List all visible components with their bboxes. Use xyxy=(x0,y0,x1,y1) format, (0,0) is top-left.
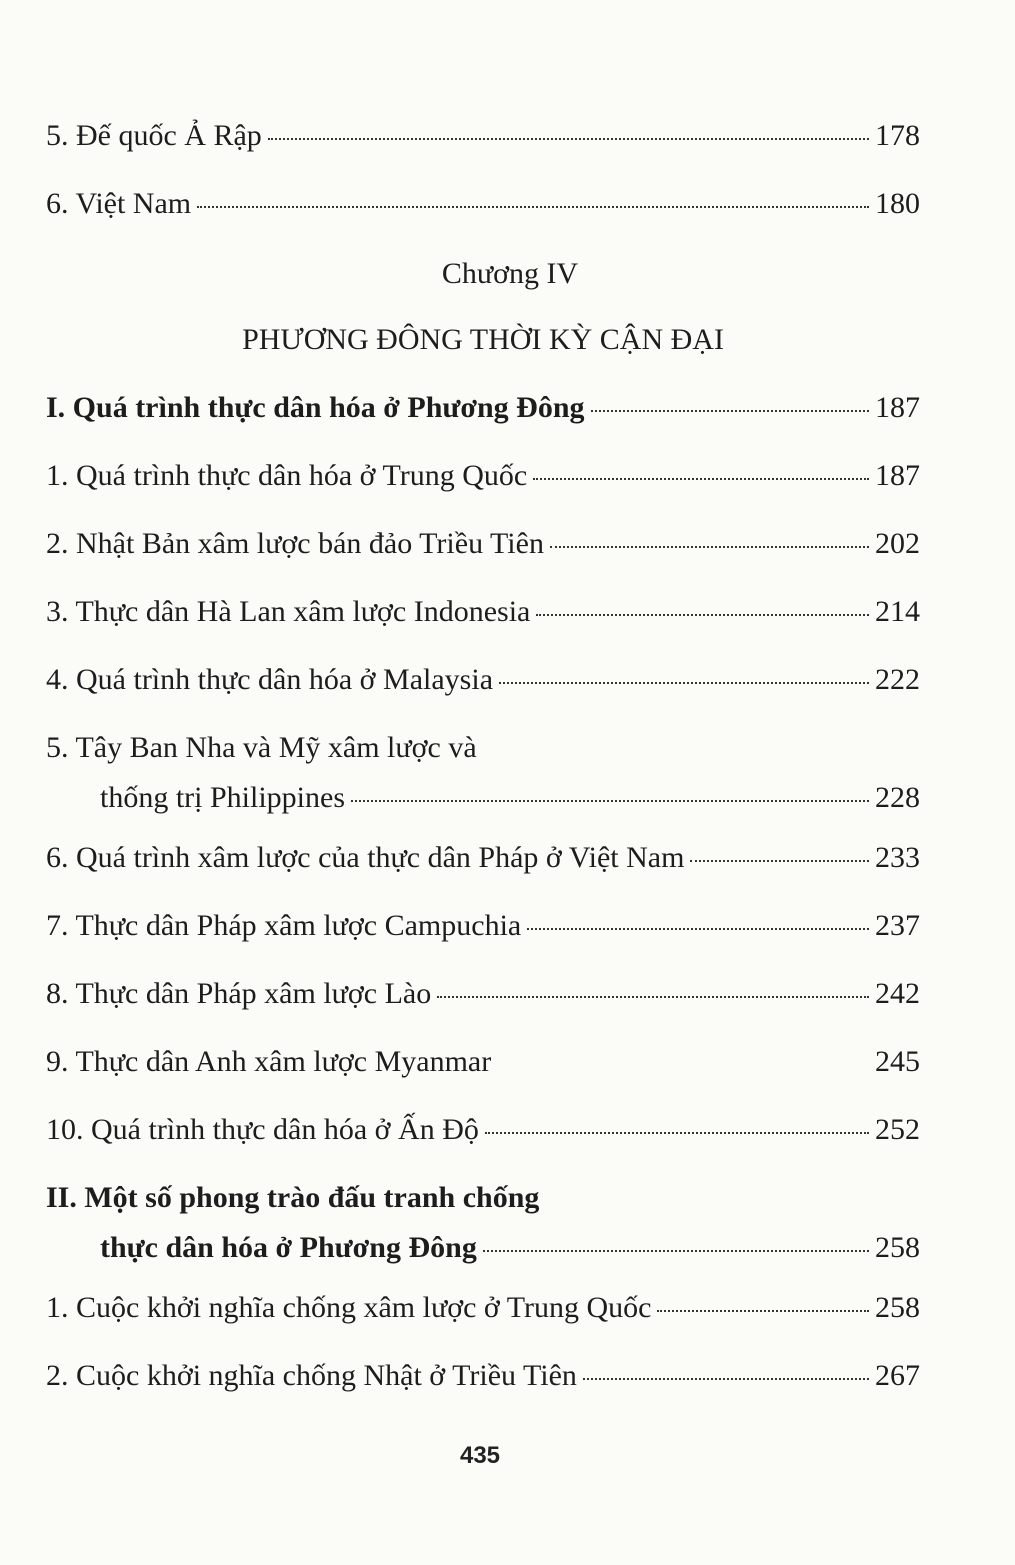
toc-entry-page: 187 xyxy=(875,459,920,492)
toc-entry-title: 8. Thực dân Pháp xâm lược Lào xyxy=(46,977,432,1010)
toc-entry xyxy=(46,1044,920,1080)
dot-leader xyxy=(197,206,869,208)
toc-entry xyxy=(46,976,920,1012)
toc-entry-title: 1. Quá trình thực dân hóa ở Trung Quốc xyxy=(46,459,528,492)
toc-entry-title: 5. Đế quốc Ả Rập xyxy=(46,119,262,152)
toc-entry-page: 267 xyxy=(875,1359,920,1392)
dot-leader xyxy=(483,1250,869,1252)
toc-entry-page: 242 xyxy=(875,977,920,1010)
dot-leader xyxy=(657,1310,869,1312)
toc-entry-title: 7. Thực dân Pháp xâm lược Campuchia xyxy=(46,909,522,942)
section-heading-line1: II. Một số phong trào đấu tranh chống xyxy=(46,1181,540,1214)
dot-leader xyxy=(527,928,869,930)
dot-leader xyxy=(485,1132,869,1134)
toc-entry-title: 3. Thực dân Hà Lan xâm lược Indonesia xyxy=(46,595,531,628)
toc-entry-title: 9. Thực dân Anh xâm lược Myanmar xyxy=(46,1045,492,1078)
dot-leader xyxy=(533,478,869,480)
toc-entry-title: 6. Quá trình xâm lược của thực dân Pháp ở Việt Nam xyxy=(46,841,685,874)
toc-entry xyxy=(46,908,920,944)
dot-leader xyxy=(690,860,869,862)
dot-leader xyxy=(437,996,869,998)
toc-entry-page: 245 xyxy=(875,1045,920,1078)
section-heading xyxy=(46,390,920,426)
section-title-line2: thực dân hóa ở Phương Đông xyxy=(100,1231,477,1264)
toc-entry-page: 180 xyxy=(875,187,920,220)
dot-leader xyxy=(583,1378,869,1380)
toc-entry-title-line2: thống trị Philippines xyxy=(100,781,346,814)
dot-leader xyxy=(499,682,869,684)
toc-entry-page: 178 xyxy=(875,119,920,152)
dot-leader xyxy=(268,138,869,140)
toc-entry xyxy=(46,662,920,698)
toc-entry-page: 252 xyxy=(875,1113,920,1146)
toc-entry-page: 258 xyxy=(875,1291,920,1324)
toc-entry-title: 4. Quá trình thực dân hóa ở Malaysia xyxy=(46,663,494,696)
toc-entry xyxy=(46,840,920,876)
toc-entry xyxy=(46,458,920,494)
toc-entry-page: 222 xyxy=(875,663,920,696)
toc-entry-title: 1. Cuộc khởi nghĩa chống xâm lược ở Trung Quốc xyxy=(46,1291,652,1324)
toc-entry xyxy=(46,1112,920,1148)
chapter-label: Chương IV xyxy=(441,257,579,290)
toc-entry-page: 214 xyxy=(875,595,920,628)
chapter-title: PHƯƠNG ĐÔNG THỜI KỲ CẬN ĐẠI xyxy=(242,323,724,356)
toc-entry-title-line1: 5. Tây Ban Nha và Mỹ xâm lược và xyxy=(46,731,477,764)
toc-entry xyxy=(100,780,920,816)
section-heading xyxy=(100,1230,920,1266)
dot-leader xyxy=(351,800,869,802)
section-title: I. Quá trình thực dân hóa ở Phương Đông xyxy=(46,391,585,424)
toc-entry-title: 2. Nhật Bản xâm lược bán đảo Triều Tiên xyxy=(46,527,544,560)
toc-entry xyxy=(46,1290,920,1326)
dot-leader xyxy=(591,410,869,412)
blank-leader xyxy=(497,1064,869,1066)
toc-entry-page: 202 xyxy=(875,527,920,560)
toc-entry-title: 10. Quá trình thực dân hóa ở Ấn Độ xyxy=(46,1113,479,1146)
toc-entry xyxy=(46,594,920,630)
toc-entry-page: 233 xyxy=(875,841,920,874)
toc-entry-title: 6. Việt Nam xyxy=(46,187,192,220)
toc-entry xyxy=(46,526,920,562)
dot-leader xyxy=(550,546,869,548)
toc-entry-title: 2. Cuộc khởi nghĩa chống Nhật ở Triều Tiên xyxy=(46,1359,577,1392)
dot-leader xyxy=(536,614,869,616)
toc-entry xyxy=(46,1358,920,1394)
section-page: 187 xyxy=(875,391,920,424)
page-number: 435 xyxy=(459,1442,501,1469)
toc-entry xyxy=(46,186,920,222)
toc-entry-page: 228 xyxy=(875,781,920,814)
toc-entry-page: 237 xyxy=(875,909,920,942)
toc-entry xyxy=(46,118,920,154)
section-page: 258 xyxy=(875,1231,920,1264)
